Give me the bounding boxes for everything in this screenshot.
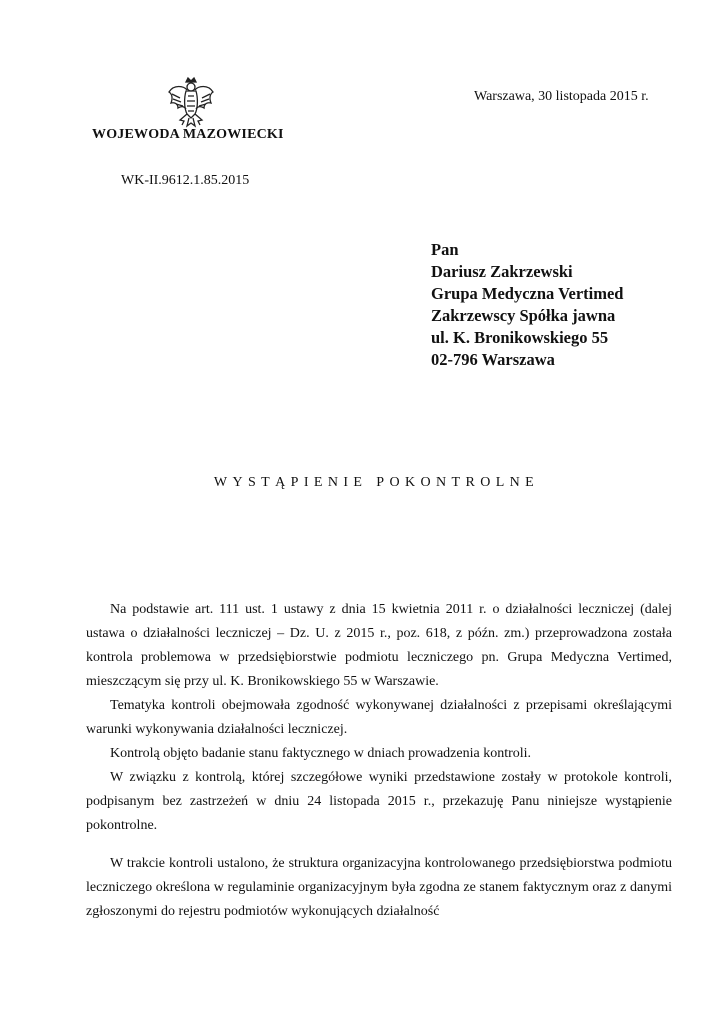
- polish-eagle-emblem-icon: [166, 76, 216, 130]
- recipient-line: Dariusz Zakrzewski: [431, 262, 573, 281]
- authority-name: WOJEWODA MAZOWIECKI: [92, 127, 284, 142]
- letter-date: Warszawa, 30 listopada 2015 r.: [474, 89, 649, 104]
- body-paragraph: W związku z kontrolą, której szczegółowe wyniki przedstawione zostały w protokole kontroli, podpisanym bez zastrzeżeń w dniu 24 listopada 2015 r., przekazuję Panu niniejsze wystąpienie pokontrolne.: [86, 770, 672, 833]
- recipient-line: Pan: [431, 240, 459, 259]
- document-body: [86, 598, 672, 924]
- recipient-address: [431, 239, 623, 371]
- reference-number: WK-II.9612.1.85.2015: [121, 173, 250, 188]
- body-paragraph: Kontrolą objęto badanie stanu faktycznego w dniach prowadzenia kontroli.: [110, 746, 532, 761]
- recipient-line: Zakrzewscy Spółka jawna: [431, 306, 616, 325]
- body-paragraph: Tematyka kontroli obejmowała zgodność wykonywanej działalności z przepisami określającymi warunki wykonywania działalności leczniczej.: [86, 698, 672, 737]
- recipient-line: ul. K. Bronikowskiego 55: [431, 328, 609, 347]
- body-paragraph: Na podstawie art. 111 ust. 1 ustawy z dnia 15 kwietnia 2011 r. o działalności leczniczej (dalej ustawa o działalności leczniczej – Dz. U. z 2015 r., poz. 618, z późn. zm.) przeprowadzona została kontrola problemowa w przedsiębiorstwie podmiotu leczniczego pn. Grupa Medyczna Vertimed, mieszczącym się przy ul. K. Bronikowskiego 55 w Warszawie.: [86, 602, 672, 689]
- recipient-line: Grupa Medyczna Vertimed: [431, 284, 624, 303]
- document-title: WYSTĄPIENIE POKONTROLNE: [213, 475, 540, 490]
- recipient-line: 02-796 Warszawa: [431, 350, 555, 369]
- body-paragraph: W trakcie kontroli ustalono, że struktura organizacyjna kontrolowanego przedsiębiorstwa podmiotu leczniczego określona w regulaminie organizacyjnym była zgodna ze stanem faktycznym oraz z danymi zgłoszonymi do rejestru podmiotów wykonujących działalność: [86, 856, 672, 919]
